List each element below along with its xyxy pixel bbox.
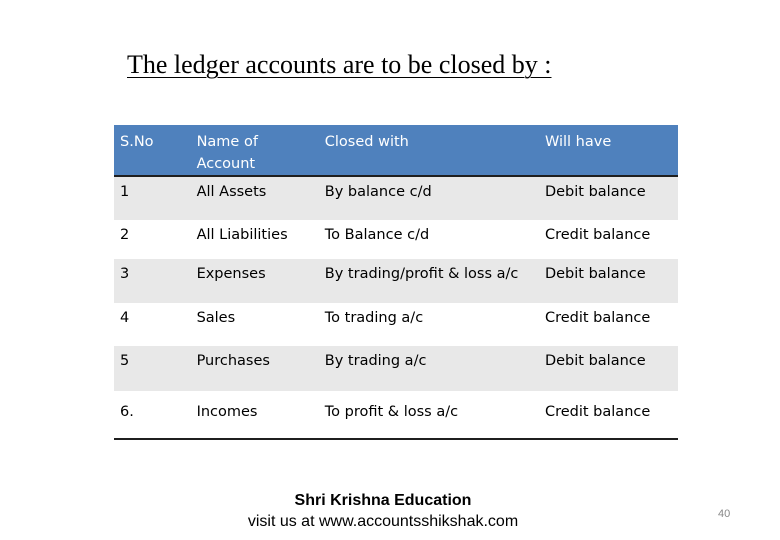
cell-closed-with: By balance c/d (324, 184, 432, 200)
footer (220, 490, 546, 532)
footer-website: visit us at www.accountsshikshak.com (247, 513, 519, 530)
cell-closed-with: To profit & loss a/c (324, 404, 459, 420)
table-row (114, 176, 678, 220)
cell-will-have: Credit balance (544, 227, 651, 243)
cell-closed-with: To Balance c/d (324, 227, 430, 243)
table-row (114, 303, 678, 346)
cell-sno: 3 (120, 266, 130, 282)
cell-account: Incomes (196, 404, 258, 420)
cell-closed-with: To trading a/c (324, 310, 424, 326)
ledger-closing-table (114, 125, 678, 440)
cell-account: Sales (196, 310, 236, 326)
cell-will-have: Credit balance (544, 310, 651, 326)
cell-closed-with: By trading/profit & loss a/c (324, 266, 519, 282)
cell-sno: 4 (120, 310, 130, 326)
table-header-row (114, 125, 678, 176)
cell-will-have: Credit balance (544, 404, 651, 420)
header-will-have: Will have (539, 125, 678, 176)
cell-will-have: Debit balance (544, 266, 646, 282)
cell-will-have: Debit balance (544, 353, 646, 369)
cell-account: Expenses (196, 266, 266, 282)
header-account-name-text: Name of Account (196, 134, 258, 172)
footer-organization: Shri Krishna Education (294, 492, 472, 509)
cell-account: Purchases (196, 353, 270, 369)
table-row (114, 391, 678, 439)
page-number: 40 (718, 508, 731, 520)
slide-title: The ledger accounts are to be closed by : (127, 50, 552, 79)
table-row (114, 259, 678, 303)
table-row (114, 220, 678, 259)
header-sno: S.No (114, 125, 191, 176)
cell-account: All Assets (196, 184, 267, 200)
cell-sno: 1 (120, 184, 130, 200)
table-row (114, 346, 678, 391)
cell-sno: 5 (120, 353, 130, 369)
cell-will-have: Debit balance (544, 184, 646, 200)
cell-sno: 2 (120, 227, 130, 243)
cell-account: All Liabilities (196, 227, 288, 243)
header-closed-with: Closed with (319, 125, 539, 176)
cell-sno: 6. (120, 404, 134, 420)
cell-closed-with: By trading a/c (324, 353, 427, 369)
header-account-name (191, 125, 319, 176)
